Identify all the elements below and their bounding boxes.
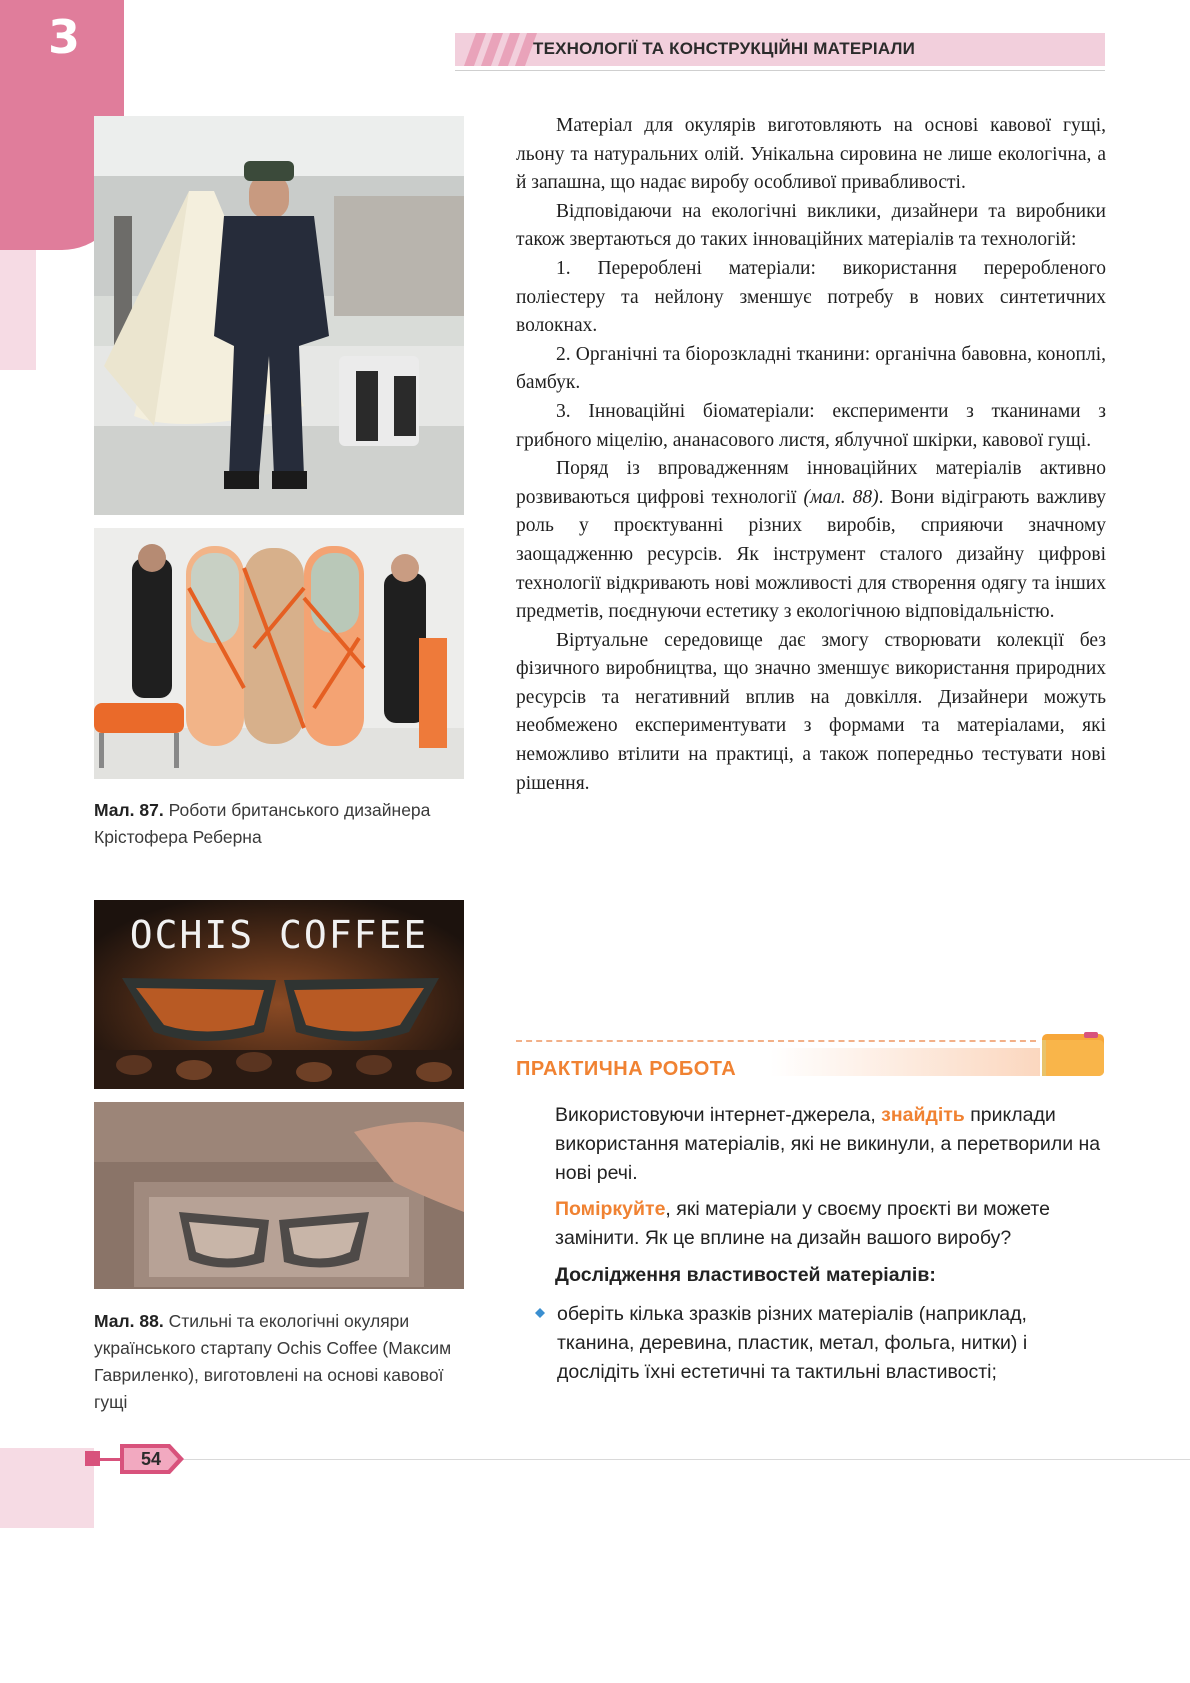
paragraph: Віртуальне середовище дає змогу створювати колекції без фізичного виробництва, що значно зменшує використання природних ресурсів та негативний вплив на довкілля. Дизайнери можуть необмежено експериментувати з формами та матеріалами, які неможливо втілити на практиці, а також попередньо тестувати нові рішення. [516,629,1106,794]
main-text [516,112,1106,798]
task-text: приклади використання матеріалів, які не викинули, а перетворили на нові речі. [555,1104,1101,1184]
task-keyword: Поміркуйте [555,1198,666,1220]
footer-square [85,1451,100,1466]
paragraph: Відповідаючи на екологічні виклики, дизайнери та виробники також звертаються до таких інноваційних матеріалів та технологій: [516,200,1106,251]
figure-reference: (мал. 88) [803,486,879,508]
fig87-caption-text: Роботи британського дизайнера Крістофера Реберна [94,800,431,847]
paragraph [516,455,1106,627]
fig87-photo-screens [94,528,464,779]
practical-task-2 [555,1195,1107,1253]
practical-banner [770,1048,1040,1076]
chapter-number: 3 [48,10,81,64]
practical-dashed-rule [516,1040,1036,1042]
footer-rule [94,1459,1190,1460]
paragraph: Матеріал для окулярів виготовляють на основі кавової гущі, льону та натуральних олій. Унікальна сировина не лише екологічна, а й запашна, що надає виробу особливої привабливості. [516,115,1106,194]
fig88-caption [94,1308,466,1416]
list-item: 3. Інноваційні біоматеріали: експерименти з тканинами з грибного міцелію, ананасового листя, яблучної шкірки, кавової гущі. [516,400,1106,451]
fig87-label: Мал. 87. [94,800,164,820]
task-text: Використовуючи інтернет-джерела, [555,1104,882,1126]
brand-logo-text: OCHIS COFFEE [129,913,429,957]
practical-title: ПРАКТИЧНА РОБОТА [516,1058,737,1080]
practical-task-1 [555,1101,1107,1188]
list-item: 1. Перероблені матеріали: використання переробленого поліестеру та нейлону зменшує потребу в нових синтетичних волокнах. [516,257,1106,337]
list-item: 2. Органічні та біорозкладні тканини: органічна бавовна, коноплі, бамбук. [516,343,1106,394]
fig88-photo-mould [94,1102,464,1289]
running-header: ТЕХНОЛОГІЇ ТА КОНСТРУКЦІЙНІ МАТЕРІАЛИ [533,39,916,58]
diamond-bullet-icon [535,1308,545,1318]
header-rule [455,70,1105,71]
task-text: , які матеріали у своєму проєкті ви можете замінити. Як це вплине на дизайн вашого виробу? [555,1198,1050,1249]
fig87-caption [94,797,466,851]
paragraph-text: Поряд із впровадженням інноваційних матеріалів активно розвиваються цифрові технології [516,458,1106,508]
practical-subheading: Дослідження властивостей матеріалів: [555,1264,936,1286]
folder-icon [1040,1030,1106,1078]
bullet-text: оберіть кілька зразків різних матеріалів (наприклад, тканина, деревина, пластик, метал, фольга, нитки) і дослідіть їхні естетичні та тактильні властивості; [557,1303,1028,1383]
task-keyword: знайдіть [881,1104,965,1126]
fig88-photo-glasses [94,900,464,1089]
fig88-label: Мал. 88. [94,1311,164,1331]
page-number: 54 [140,1449,162,1469]
fig87-photo-designer [94,116,464,515]
paragraph-text: . Вони відіграють важливу роль у проєктуванні різних виробів, сприяючи значному заощадженню ресурсів. Як інструмент сталого дизайну цифрові технології відкривають нові можливості для створення одягу та інших предметів, поєднуючи естетику з екологічною відповідальністю. [516,486,1106,623]
list-item [535,1300,1107,1387]
footer-connector [100,1458,120,1461]
fig88-caption-text: Стильні та екологічні окуляри українського стартапу Ochis Coffee (Максим Гавриленко), виготовлені на основі кавової гущі [94,1311,452,1412]
footer-side-block [0,1448,94,1528]
